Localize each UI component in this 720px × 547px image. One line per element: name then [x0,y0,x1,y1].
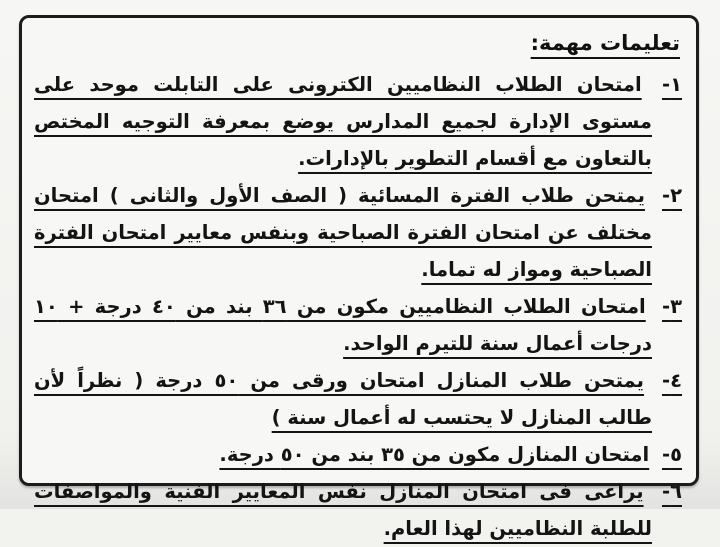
item-text: يمتحن طلاب الفترة المسائية ( الصف الأول والثانى ) امتحان مختلف عن امتحان الفترة الصباحية وبنفس معايير امتحان الفترة الصباحية ومواز له تماما. [34,184,652,281]
instructions-frame [19,15,699,540]
instruction-item-1 [34,66,682,177]
item-number: ٦- [661,480,682,503]
instruction-item-2 [34,177,682,288]
item-text: امتحان الطلاب النظاميين الكترونى على التابلت موحد على مستوى الإدارة لجميع المدارس يوضع بمعرفة التوجيه المختص بالتعاون مع أقسام التطوير بالإدارات. [34,73,652,170]
page-title: تعليمات مهمة: [530,31,680,55]
item-number: ٤- [662,369,683,392]
instruction-item-6 [34,473,682,547]
item-text: يمتحن طلاب المنازل امتحان ورقى من ٥٠ درجة ( نظراً لأن طالب المنازل لا يحتسب له أعمال سنة ) [34,369,652,429]
item-number: ١- [662,73,682,96]
item-text: يراعى فى امتحان المنازل نفس المعايير الفنية والمواصفات للطلبة النظاميين لهذا العام. [34,480,652,540]
instruction-item-4 [34,362,682,436]
item-number: ٣- [662,295,682,318]
item-text: امتحان الطلاب النظاميين مكون من ٣٦ بند من ٤٠ درجة + ١٠ درجات أعمال سنة للتيرم الواحد. [34,295,652,355]
item-number: ٥- [662,443,682,466]
item-number: ٢- [662,184,682,207]
item-text: امتحان المنازل مكون من ٣٥ بند من ٥٠ درجة. [219,443,650,466]
instruction-item-5 [34,436,682,473]
instruction-item-3 [34,288,682,362]
